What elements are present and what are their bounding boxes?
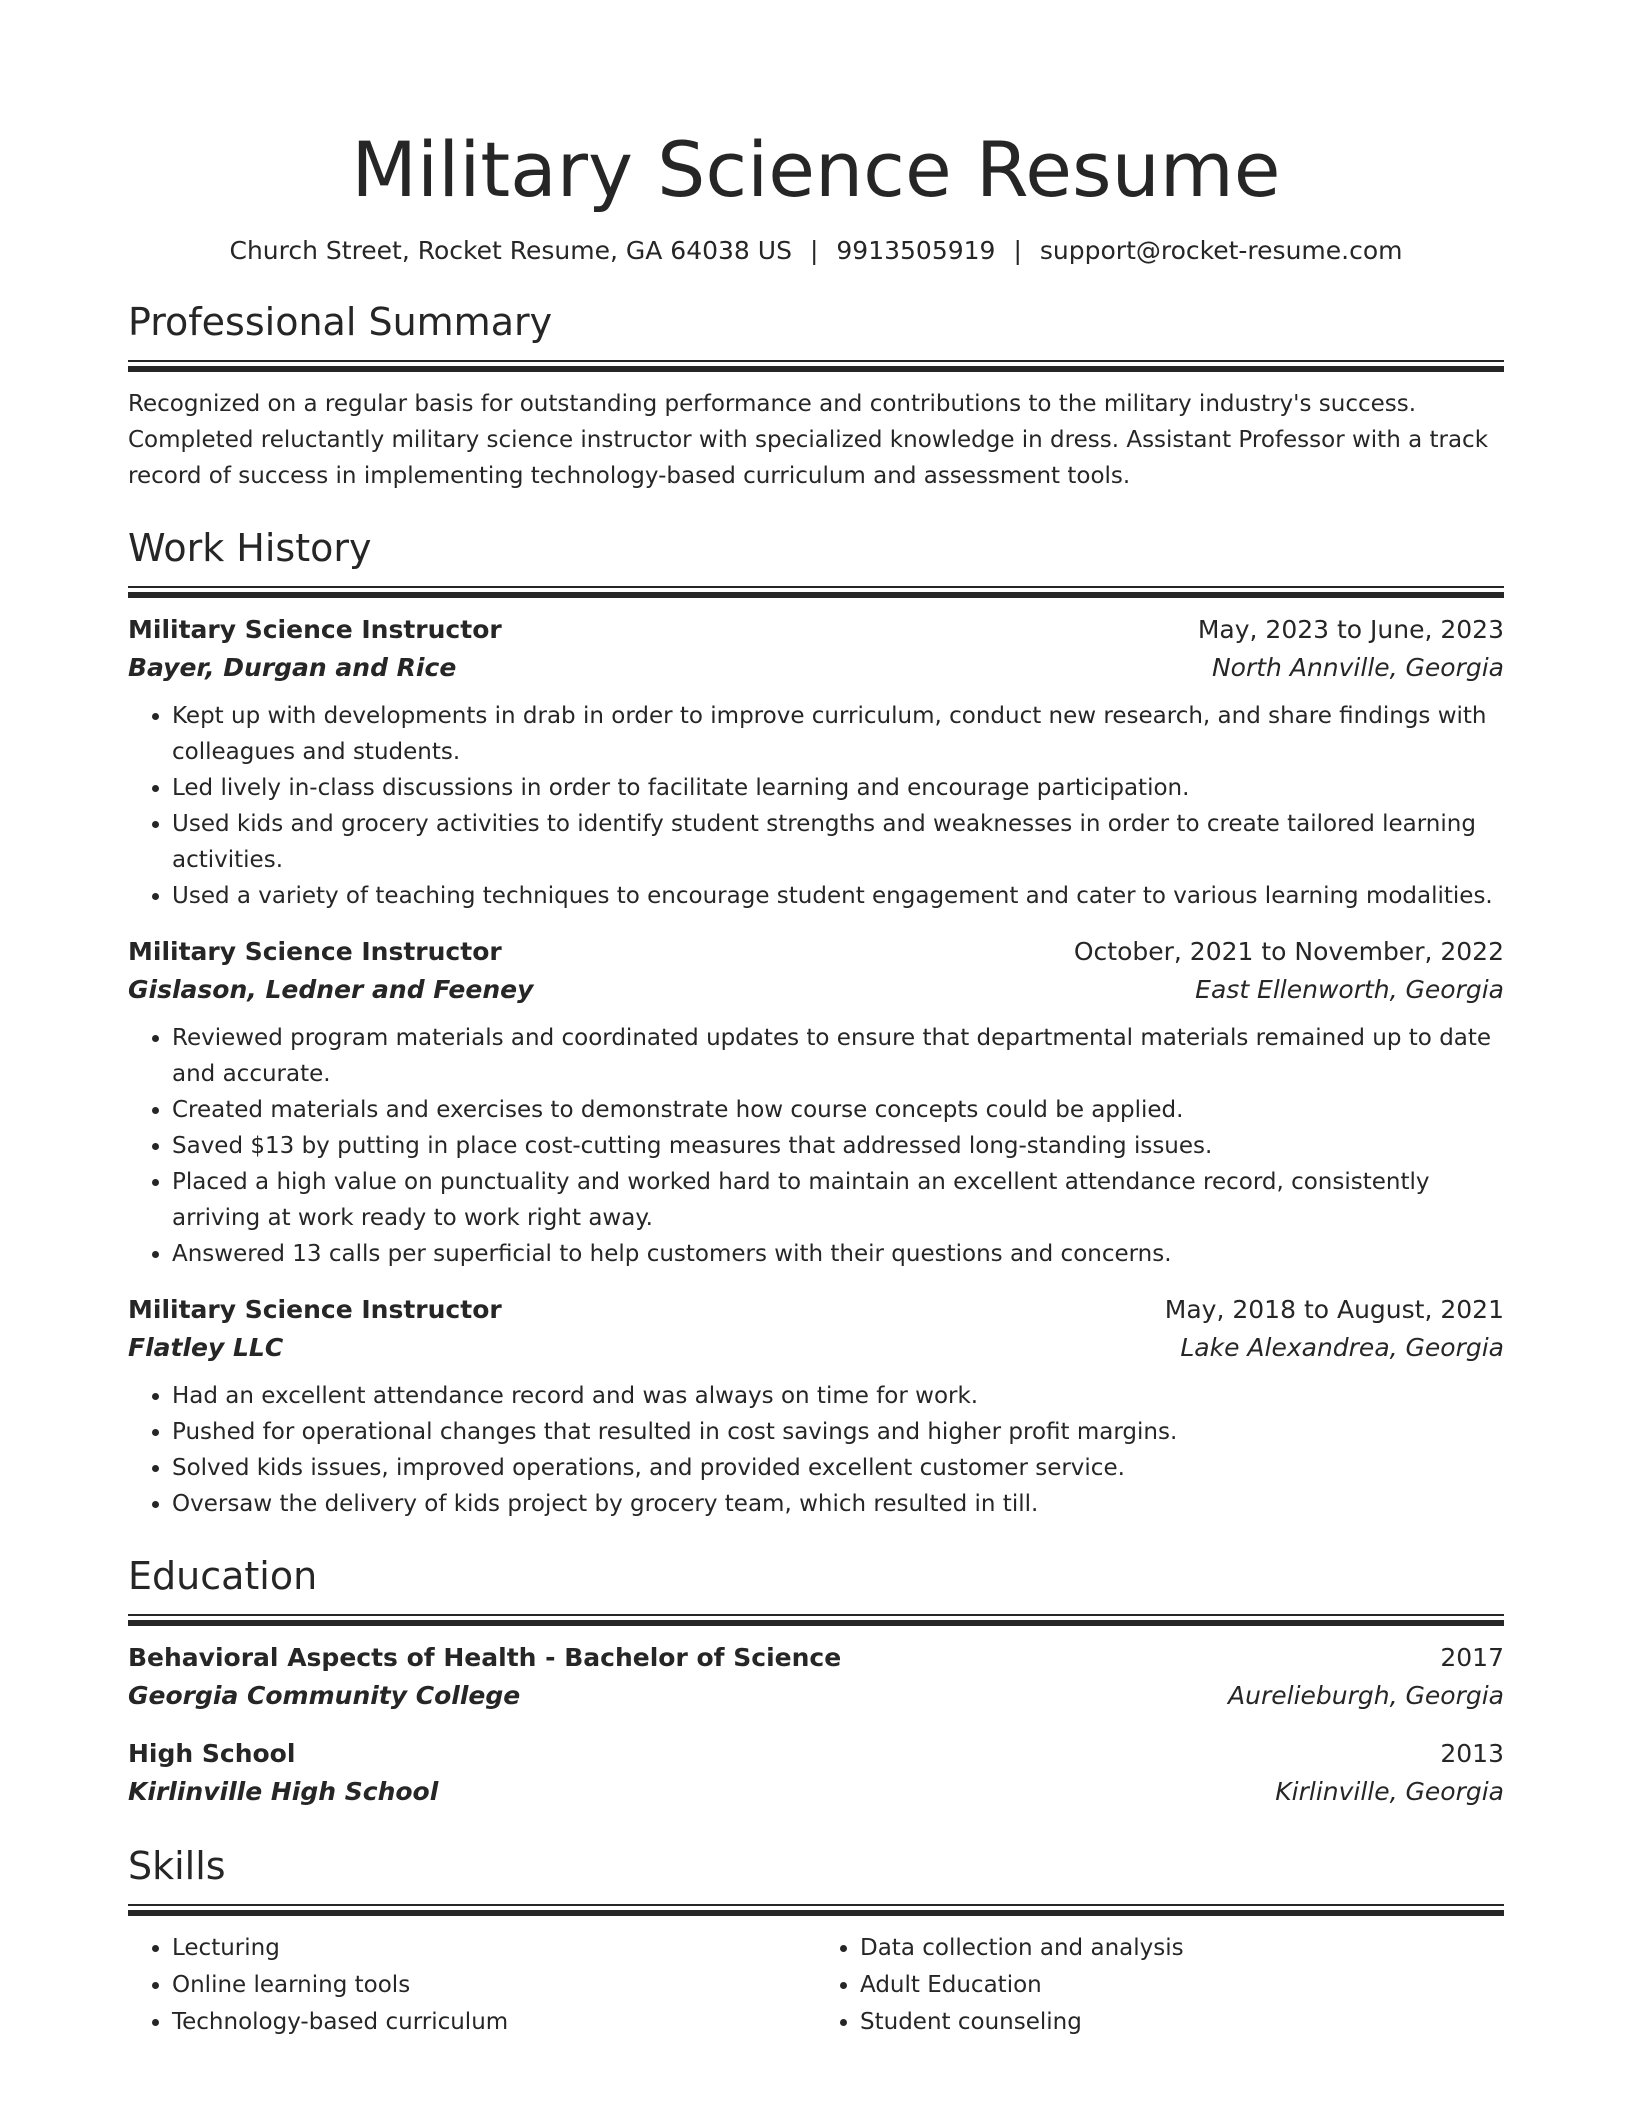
education-header-row [128, 1640, 1504, 1676]
skills-grid [128, 1930, 1504, 2041]
job-bullet: • Saved $13 by putting in place cost-cutting measures that addressed long-standing issues. [172, 1128, 1504, 1164]
job-dates: October, 2021 to November, 2022 [1073, 937, 1504, 966]
job-bullet: • Kept up with developments in drab in order to improve curriculum, conduct new research, and share findings with colleagues and students. [172, 698, 1504, 770]
job-company: Flatley LLC [128, 1333, 284, 1362]
job-bullet: • Reviewed program materials and coordinated updates to ensure that departmental materials remained up to date and accurate. [172, 1020, 1504, 1092]
contact-separator: | [809, 236, 819, 265]
work-history-section [128, 524, 1504, 1522]
job-subheader-row [128, 1328, 1504, 1368]
skill-item: • Adult Education [860, 1967, 1504, 2004]
job-title: Military Science Instructor [128, 615, 502, 644]
job-company: Bayer, Durgan and Rice [128, 653, 457, 682]
skills-section [128, 1842, 1504, 2041]
education-year: 2013 [1440, 1739, 1504, 1768]
contact-address: Church Street, Rocket Resume, GA 64038 US [229, 236, 792, 265]
job-title: Military Science Instructor [128, 937, 502, 966]
job-bullet: • Oversaw the delivery of kids project by grocery team, which resulted in till. [172, 1486, 1504, 1522]
job-title: Military Science Instructor [128, 1295, 502, 1324]
education-degree: High School [128, 1739, 296, 1768]
job-location: Lake Alexandrea, Georgia [1180, 1333, 1504, 1362]
section-heading-skills: Skills [128, 1844, 226, 1888]
job-bullet-list [128, 1378, 1504, 1522]
education-entry [128, 1640, 1504, 1716]
job-bullet-list [128, 1020, 1504, 1272]
section-divider [128, 360, 1504, 372]
job-bullet: • Had an excellent attendance record and was always on time for work. [172, 1378, 1504, 1414]
job-bullet: • Answered 13 calls per superficial to help customers with their questions and concerns. [172, 1236, 1504, 1272]
job-bullet-list [128, 698, 1504, 914]
job-bullet: • Placed a high value on punctuality and worked hard to maintain an excellent attendance record, consistently arriving at work ready to work right away. [172, 1164, 1504, 1236]
job-entry [128, 934, 1504, 1272]
job-entry [128, 612, 1504, 914]
job-bullet: • Solved kids issues, improved operations, and provided excellent customer service. [172, 1450, 1504, 1486]
job-bullet: • Used kids and grocery activities to identify student strengths and weaknesses in order to create tailored learning activities. [172, 806, 1504, 878]
education-subheader-row [128, 1772, 1504, 1812]
section-heading-work-history: Work History [128, 526, 372, 570]
education-header-row [128, 1736, 1504, 1772]
education-degree: Behavioral Aspects of Health - Bachelor of Science [128, 1643, 842, 1672]
job-location: East Ellenworth, Georgia [1195, 975, 1504, 1004]
education-year: 2017 [1440, 1643, 1504, 1672]
job-bullet: • Pushed for operational changes that resulted in cost savings and higher profit margins. [172, 1414, 1504, 1450]
job-subheader-row [128, 970, 1504, 1010]
job-company: Gislason, Ledner and Feeney [128, 975, 534, 1004]
education-subheader-row [128, 1676, 1504, 1716]
contact-email: support@rocket-resume.com [1039, 236, 1403, 265]
education-entry [128, 1736, 1504, 1812]
skill-item: • Student counseling [860, 2004, 1504, 2041]
job-bullet: • Created materials and exercises to demonstrate how course concepts could be applied. [172, 1092, 1504, 1128]
contact-phone: 9913505919 [836, 236, 996, 265]
contact-separator: | [1013, 236, 1022, 265]
skills-list-left [128, 1930, 816, 2041]
section-heading-education: Education [128, 1554, 318, 1598]
education-section [128, 1552, 1504, 1812]
summary-section [128, 298, 1504, 494]
job-dates: May, 2023 to June, 2023 [1197, 615, 1504, 644]
job-bullet: • Used a variety of teaching techniques to encourage student engagement and cater to various learning modalities. [172, 878, 1504, 914]
section-divider [128, 1614, 1504, 1626]
job-header-row [128, 934, 1504, 970]
section-divider [128, 1904, 1504, 1916]
skill-item: • Technology-based curriculum [172, 2004, 816, 2041]
education-location: Aurelieburgh, Georgia [1228, 1681, 1504, 1710]
contact-line [128, 234, 1504, 268]
job-header-row [128, 612, 1504, 648]
education-location: Kirlinville, Georgia [1275, 1777, 1504, 1806]
education-school: Kirlinville High School [128, 1777, 439, 1806]
job-dates: May, 2018 to August, 2021 [1164, 1295, 1504, 1324]
education-school: Georgia Community College [128, 1681, 521, 1710]
resume-title: Military Science Resume [351, 125, 1281, 214]
skills-list-right [816, 1930, 1504, 2041]
job-subheader-row [128, 648, 1504, 688]
section-divider [128, 586, 1504, 598]
job-header-row [128, 1292, 1504, 1328]
skill-item: • Data collection and analysis [860, 1930, 1504, 1967]
job-bullet: • Led lively in-class discussions in order to facilitate learning and encourage participation. [172, 770, 1504, 806]
section-heading-summary: Professional Summary [128, 300, 553, 344]
job-entry [128, 1292, 1504, 1522]
job-location: North Annville, Georgia [1211, 653, 1504, 682]
skill-item: • Online learning tools [172, 1967, 816, 2004]
skill-item: • Lecturing [172, 1930, 816, 1967]
summary-text: Recognized on a regular basis for outstanding performance and contributions to the military industry's success. Completed reluctantly military science instructor with specialized knowledge in dress. Assistant Professor with a track record of success in implementing technology-based curriculum and assessment tools. [128, 391, 1489, 489]
